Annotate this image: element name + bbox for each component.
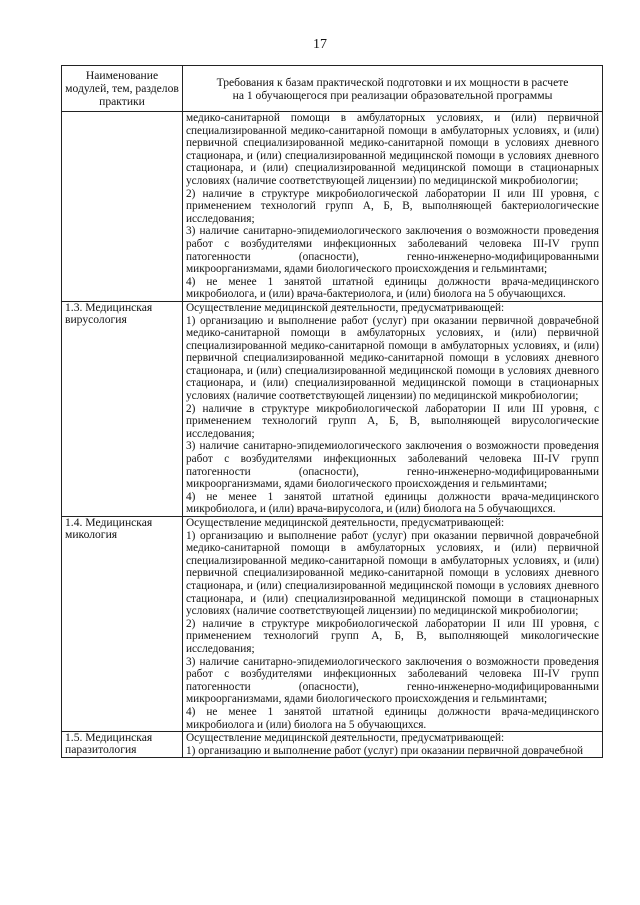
requirement-paragraph: 2) наличие в структуре микробиологической лаборатории II или III уровня, с применением технологий групп А, Б, В, выполняющей микологические исследования; <box>186 617 599 655</box>
requirement-paragraph: медико-санитарной помощи в амбулаторных условиях, и (или) первичной специализированной медико-санитарной помощи в амбулаторных условиях, и (или) первичной специализированной медико-санитарной помощи в условиях дневного стационара, и (или) специализированной медицинской помощи в условиях дневного стационара, и (или) специализированной медицинской помощи в стационарных условиях (наличие соответствующей лицензии) по медицинской микробиологии; <box>186 112 599 187</box>
requirement-paragraph: 1) организацию и выполнение работ (услуг) при оказании первичной доврачебной медико-санитарной помощи в амбулаторных условиях, и (или) первичной специализированной медико-санитарной помощи в амбулаторных условиях, и (или) первичной специализированной медико-санитарной помощи в условиях дневного стационара, и (или) специализированной медицинской помощи в условиях дневного стационара, и (или) специализированной медицинской помощи в стационарных условиях (наличие соответствующей лицензии) по медицинской микробиологии; <box>186 314 599 403</box>
requirement-paragraph: 3) наличие санитарно-эпидемиологического заключения о возможности проведения работ с возбудителями инфекционных заболеваний человека III-IV групп патогенности (опасности), генно-инженерно-модифицированными микроорганизмами, ядами биологического происхождения и гельминтами; <box>186 655 599 706</box>
module-name: 1.3. Медицинская вирусология <box>62 301 183 516</box>
module-requirements <box>183 732 603 758</box>
requirement-paragraph: 3) наличие санитарно-эпидемиологического заключения о возможности проведения работ с возбудителями инфекционных заболеваний человека III-IV групп патогенности (опасности), генно-инженерно-модифицированными микроорганизмами, ядами биологического происхождения и гельминтами; <box>186 440 599 491</box>
requirement-paragraph: 2) наличие в структуре микробиологической лаборатории II или III уровня, с применением технологий групп А, Б, В, выполняющей бактериологические исследования; <box>186 187 599 225</box>
module-requirements <box>183 301 603 516</box>
requirement-paragraph: Осуществление медицинской деятельности, предусматривающей: <box>186 301 505 314</box>
header-modules: Наименование модулей, тем, разделов практики <box>62 66 183 112</box>
table-row <box>62 301 603 516</box>
requirement-paragraph: 4) не менее 1 занятой штатной единицы должности врача-медицинского микробиолога, и (или) врача-бактериолога, и (или) биолога на 5 обучающихся. <box>186 275 599 301</box>
header-requirements <box>183 66 603 112</box>
requirement-paragraph: 1) организацию и выполнение работ (услуг) при оказании первичной доврачебной <box>186 744 584 757</box>
requirement-paragraph: Осуществление медицинской деятельности, предусматривающей: <box>186 732 505 745</box>
header-requirements-line1: Требования к базам практической подготовки и их мощности в расчете <box>216 75 569 89</box>
table-header-row <box>62 66 603 112</box>
module-requirements <box>183 112 603 302</box>
requirement-paragraph: 2) наличие в структуре микробиологической лаборатории II или III уровня, с применением технологий групп А, Б, В, выполняющей вирусологические исследования; <box>186 402 599 440</box>
requirements-table <box>61 65 603 758</box>
module-requirements <box>183 517 603 732</box>
requirement-paragraph: Осуществление медицинской деятельности, предусматривающей: <box>186 517 505 529</box>
module-name <box>62 112 183 302</box>
header-requirements-line2: на 1 обучающегося при реализации образовательной программы <box>232 88 553 102</box>
page-number: 17 <box>313 37 327 52</box>
requirement-paragraph: 4) не менее 1 занятой штатной единицы должности врача-медицинского микробиолога и (или) биолога на 5 обучающихся. <box>186 705 599 731</box>
requirement-paragraph: 4) не менее 1 занятой штатной единицы должности врача-медицинского микробиолога, и (или) врача-вирусолога, и (или) биолога на 5 обучающихся. <box>186 490 599 516</box>
table-row <box>62 112 603 302</box>
table-row <box>62 732 603 758</box>
module-name: 1.5. Медицинская паразитология <box>62 732 183 758</box>
module-name: 1.4. Медицинская микология <box>62 517 183 732</box>
requirement-paragraph: 3) наличие санитарно-эпидемиологического заключения о возможности проведения работ с возбудителями инфекционных заболеваний человека III-IV групп патогенности (опасности), генно-инженерно-модифицированными микроорганизмами, ядами биологического происхождения и гельминтами; <box>186 225 599 276</box>
requirement-paragraph: 1) организацию и выполнение работ (услуг) при оказании первичной доврачебной медико-санитарной помощи в амбулаторных условиях, и (или) первичной специализированной медико-санитарной помощи в амбулаторных условиях, и (или) первичной специализированной медико-санитарной помощи в условиях дневного стационара, и (или) специализированной медицинской помощи в условиях дневного стационара, и (или) специализированной медицинской помощи в стационарных условиях (наличие соответствующей лицензии) по медицинской микробиологии; <box>186 529 599 618</box>
table-row <box>62 517 603 732</box>
